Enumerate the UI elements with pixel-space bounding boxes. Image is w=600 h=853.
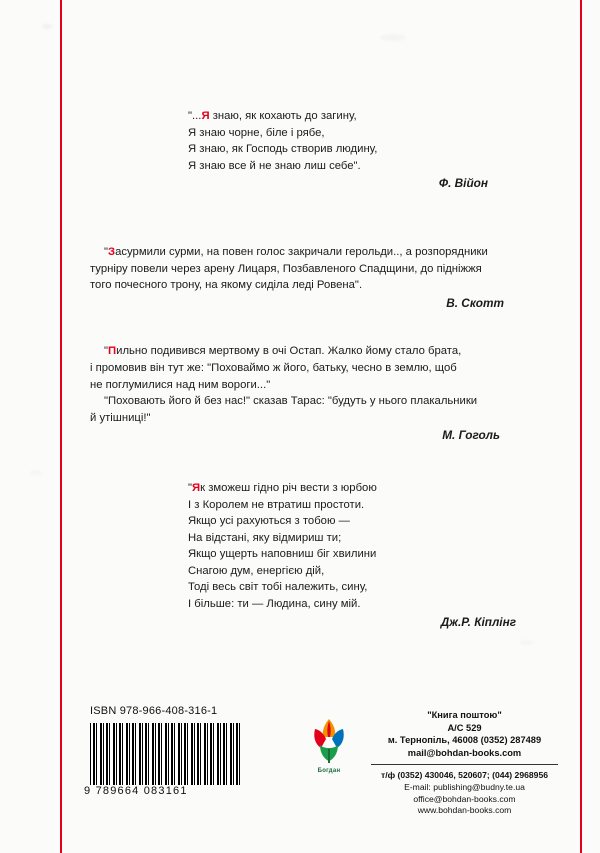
barcode bbox=[90, 723, 240, 785]
logo-label: Богдан bbox=[317, 768, 341, 774]
quote-kipling: "Як зможеш гідно річ вести з юрбою І з Королем не втратиш простоти. Якщо усі рахуються з тобою — На відстані, яку відмириш ти; Якщо ущерть наповниш біг хвилини Снагою дум, енергією дій, Тоді весь світ тобі належить, сину, І більше: ти — Людина, сину мій. Дж.Р. Кіплінг bbox=[80, 480, 560, 630]
quote-line: "Поховають його й без нас!" сказав Тарас: "будуть у нього плакальники bbox=[104, 395, 478, 408]
quote-author: Ф. Війон bbox=[438, 176, 488, 191]
publisher-name: "Книга поштою" bbox=[427, 710, 502, 720]
barcode-digits: 9 789664 083161 bbox=[84, 785, 188, 797]
quote-line: Снагою дум, енергією дій, bbox=[188, 564, 325, 577]
quote-line: і промовив він тут же: "Поховаймо ж його, батьку, чесно в землю, щоб bbox=[90, 361, 457, 374]
quote-line: й утішниці!" bbox=[90, 411, 151, 424]
cover-footer bbox=[80, 705, 572, 815]
quote-author: М. Гоголь bbox=[442, 428, 500, 443]
quote-line-text: асурмили сурми, на повен голос закричали герольди.., а розпорядники bbox=[115, 245, 488, 258]
quotes-area bbox=[80, 108, 560, 654]
divider bbox=[371, 764, 558, 765]
quote-line: Тоді весь світ тобі належить, сину, bbox=[188, 581, 368, 594]
quote-line: Я знаю чорне, біле і рябе, bbox=[188, 126, 325, 139]
quote-line: не поглумилися над ним вороги..." bbox=[90, 378, 271, 391]
quote-line: Я знаю все й не знаю лиш себе". bbox=[188, 159, 361, 172]
tulip-logo-icon bbox=[302, 715, 356, 767]
drop-accent-letter: Я bbox=[192, 481, 201, 494]
publisher-box: А/С 529 bbox=[447, 722, 482, 733]
quote-line: Я знаю, як Господь створив людину, bbox=[188, 143, 378, 156]
publisher-email2: E-mail: publishing@budny.te.ua bbox=[404, 781, 525, 792]
publisher-email: mail@bohdan-books.com bbox=[407, 747, 522, 758]
quote-line: Якщо усі рахуються з тобою — bbox=[188, 515, 350, 528]
red-rule-right bbox=[580, 0, 582, 853]
quote-line-text: к зможеш гідно річ вести з юрбою bbox=[200, 481, 377, 494]
drop-accent-letter: П bbox=[108, 345, 117, 358]
drop-accent-letter: Я bbox=[201, 110, 210, 122]
publisher-site: www.bohdan-books.com bbox=[417, 805, 512, 816]
drop-accent-letter: З bbox=[108, 245, 116, 258]
quote-author: Дж.Р. Кіплінг bbox=[440, 614, 516, 629]
quote-line: Якщо ущерть наповниш біг хвилини bbox=[188, 548, 377, 561]
publisher-email3: office@bohdan-books.com bbox=[413, 793, 516, 804]
quote-vijon: "...Я знаю, як кохають до загину, Я знаю чорне, біле і рябе, Я знаю, як Господь створив людину, Я знаю все й не знаю лиш себе". Ф. Війон bbox=[80, 108, 560, 192]
isbn-text: ISBN 978-966-408-316-1 bbox=[90, 705, 218, 717]
quote-line: І більше: ти — Людина, сину мій. bbox=[188, 598, 361, 611]
quote-line: того почесного трону, на якому сиділа леді Ровена". bbox=[90, 279, 363, 292]
quote-gogol: "Пильно подивився мертвому в очі Остап. Жалко йому стало брата, і промовив він тут же: "Поховаймо ж його, батьку, чесно в землю, щоб не поглумилися над ним вороги..." "Поховають його й без нас!" сказав Тарас: "будуть у нього плакальники й утішниці!" М. Гоголь bbox=[80, 343, 560, 444]
publisher-address: м. Тернопіль, 46008 (0352) 287489 bbox=[387, 735, 542, 746]
quote-line: І з Королем не втратиш простоти. bbox=[188, 498, 365, 511]
paper-speck bbox=[380, 34, 406, 41]
quote-line: На відстані, яку відмириш ти; bbox=[188, 531, 342, 544]
publisher-logo bbox=[302, 715, 356, 781]
publisher-block bbox=[357, 709, 572, 817]
paper-speck bbox=[30, 470, 42, 475]
quote-author: В. Скотт bbox=[446, 295, 504, 310]
paper-speck bbox=[42, 24, 52, 29]
quote-line-text: ильно подивився мертвому в очі Остап. Жалко йому стало брата, bbox=[116, 345, 462, 358]
publisher-phone: т/ф (0352) 430046, 520607; (044) 2968956 bbox=[380, 770, 549, 781]
quote-line: турніру повели через арену Лицаря, Позбавленого Спадщини, до підніжжя bbox=[90, 262, 482, 275]
quote-scott: "Засурмили сурми, на повен голос закричали герольди.., а розпорядники турніру повели через арену Лицаря, Позбавленого Спадщини, до підніжжя того почесного трону, на якому сиділа леді Ровена". В. Скотт bbox=[80, 244, 560, 311]
quote-line-text: знаю, як кохають до загину, bbox=[209, 110, 357, 122]
red-rule-left bbox=[60, 0, 62, 853]
